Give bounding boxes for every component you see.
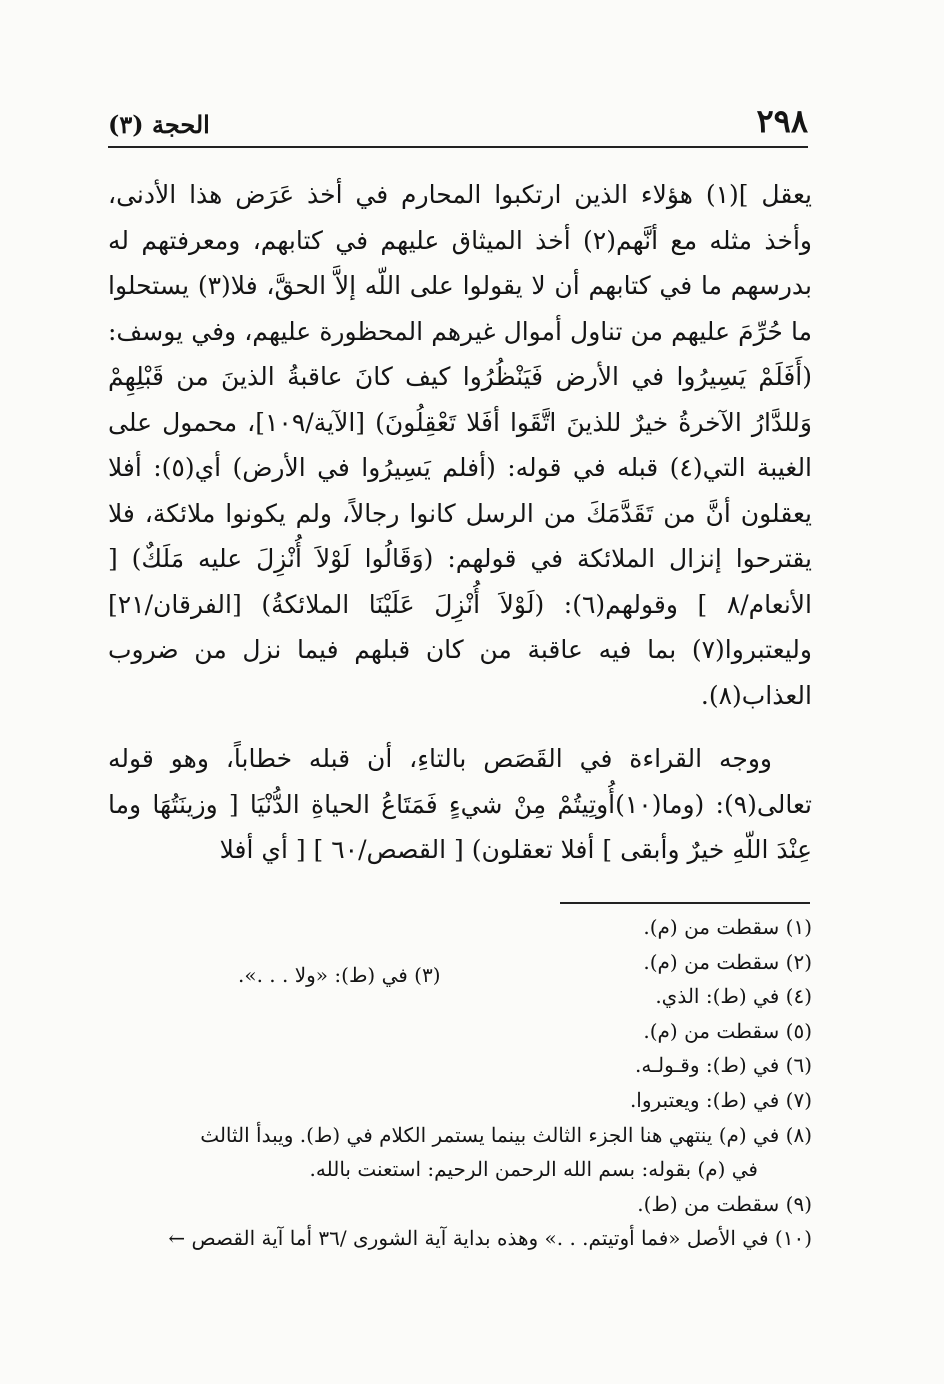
footnote-8-continuation: في (م) بقوله: بسم الله الرحمن الرحيم: استعنت بالله. [309, 1157, 758, 1182]
footnote-8: (٨) في (م) ينتهي هنا الجزء الثالث بينما يستمر الكلام في (ط). ويبدأ الثالث [200, 1122, 812, 1147]
main-text [108, 172, 812, 873]
page-number: ٢٩٨ [756, 102, 808, 140]
header-rule [108, 146, 808, 148]
footnote-9: (٩) سقطت من (ط). [637, 1191, 812, 1216]
running-title: الحجة (٣) [108, 110, 210, 139]
footnotes [108, 910, 812, 1256]
footnote-3: (٣) في (ط): «ولا . . .». [238, 963, 441, 987]
footnote-2: (٢) سقطت من (م). [643, 949, 812, 974]
page-header [108, 102, 808, 150]
footnote-separator [560, 902, 810, 904]
footnote-10: (١٠) في الأصل «فما أوتيتم. . .» وهذه بداية آية الشورى /٣٦ أما آية القصص ← [168, 1226, 812, 1251]
paragraph: يعقل ](١) هؤلاء الذين ارتكبوا المحارم في أخذ عَرَض هذا الأدنى، وأخذ مثله مع أنَّهم(٢) أخذ الميثاق عليهم في كتابهم، ومعرفتهم له بدرسهم ما في كتابهم أن لا يقولوا على اللّه إلاَّ الحقَّ، فلا(٣) يستحلوا ما حُرِّمَ عليهم من تناول أموال غيرهم المحظورة عليهم، وفي يوسف: (أَفَلَمْ يَسِيرُوا في الأرض فَيَنْظُرُوا كيف كانَ عاقبةُ الذينَ من قَبْلِهِمْ وَللدَّارُ الآخرةُ خيرٌ للذينَ اتَّقَوا أفَلا تَعْقِلُونَ) [الآية/١٠٩]، محمول على الغيبة التي(٤) قبله في قوله: (أفلم يَسِيرُوا في الأرض) أي(٥): أفلا يعقلون أنَّ من تَقَدَّمَكَ من الرسل كانوا رجالاً، ولم يكونوا ملائكة، فلا يقترحوا إنزال الملائكة في قولهم: (وَقَالُوا لَوْلاَ أُنْزِلَ عليه مَلَكٌ) [ الأنعام/٨ ] وقولهم(٦): (لَوْلاَ أُنْزِلَ عَلَيْنَا الملائكةُ) [الفرقان/٢١] وليعتبروا(٧) بما فيه عاقبة من كان قبلهم فيما نزل من ضروب العذاب(٨). [108, 180, 813, 710]
paragraph: ووجه القراءة في القَصَص بالتاءِ، أن قبله خطاباً، وهو قوله تعالى(٩): (وما(١٠)أُوتِيتُمْ مِنْ شيءٍ فَمَتَاعُ الحياةِ الدُّنْيَا [ وزينَتُهَا وما عِنْدَ اللّهِ خيرٌ وأبقى ] أفلا تعقلون) [ القصص/٦٠ ] [ أي أفلا [108, 744, 812, 864]
footnote-7: (٧) في (ط): ويعتبروا. [629, 1087, 812, 1112]
footnote-6: (٦) في (ط): وقـولـه. [635, 1053, 812, 1078]
footnote-4: (٤) في (ط): الذي. [655, 984, 812, 1009]
footnote-1: (١) سقطت من (م). [643, 915, 812, 939]
footnote-5: (٥) سقطت من (م). [643, 1018, 812, 1043]
